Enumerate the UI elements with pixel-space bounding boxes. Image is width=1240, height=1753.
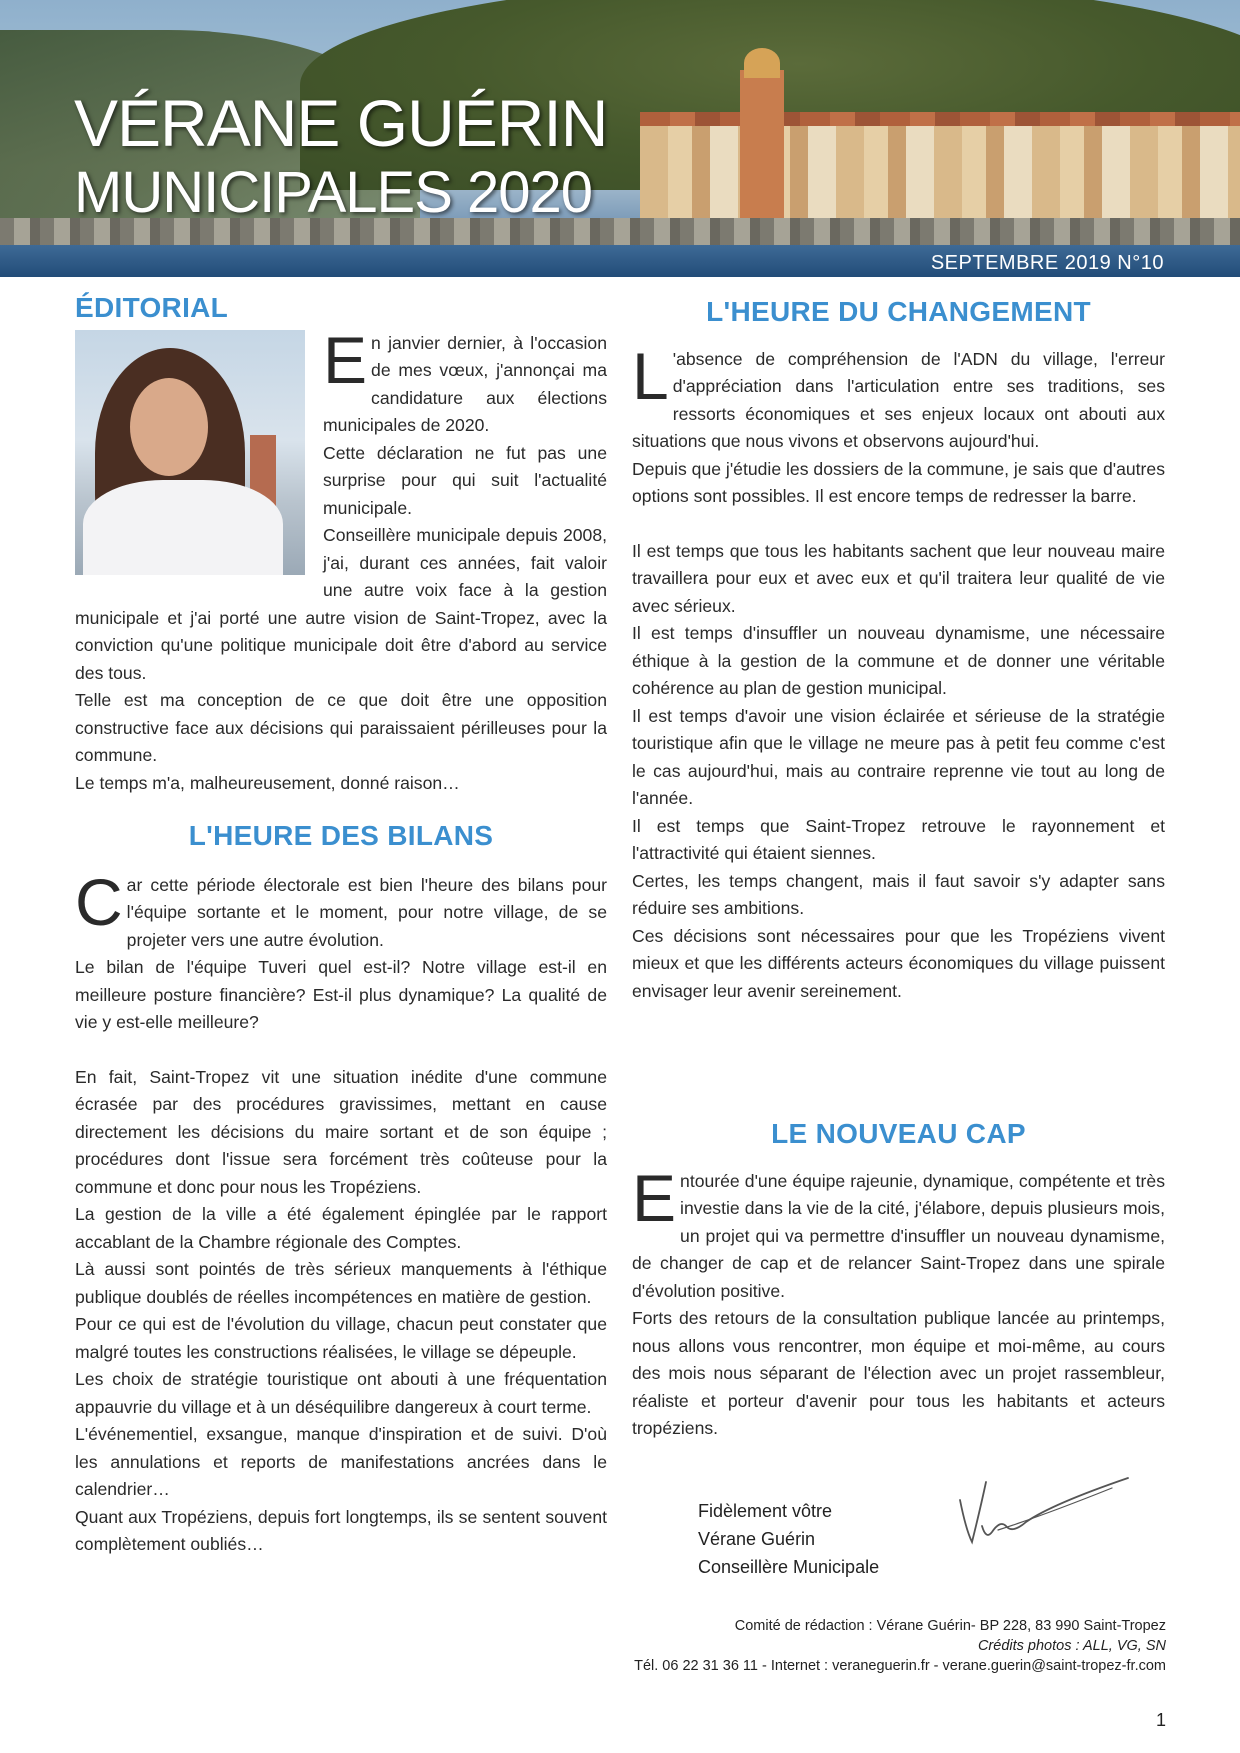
credits-block [634,1616,1166,1676]
changement-paragraph: Depuis que j'étudie les dossiers de la commune, je sais que d'autres options sont possibles. Il est encore temps de redresser la barre. [632,458,1165,506]
dropcap: E [632,1160,677,1235]
title-election: MUNICIPALES 2020 [74,160,593,225]
author-portrait [75,330,305,575]
banner-town-facades [640,120,1240,230]
banner-roofs [640,112,1240,126]
bilans-paragraph: Le bilan de l'équipe Tuveri quel est-il? Notre village est-il en meilleure posture financière? Est-il plus dynamique? La qualité de vie y est-elle meilleure? [75,957,607,1032]
editorial-paragraph: Le temps m'a, malheureusement, donné raison… [75,772,460,793]
changement-heading: L'HEURE DU CHANGEMENT [706,296,1091,327]
header-banner-photo [0,0,1240,277]
changement-paragraph: Il est temps que Saint-Tropez retrouve le rayonnement et l'attractivité qui étaient siennes. [632,815,1165,863]
changement-paragraph: L 'absence de compréhension de l'ADN du village, l'erreur d'appréciation dans l'articulation entre ses traditions, ses ressorts économiques et ses enjeux locaux ont abouti aux situations que nous vivons et observons aujourd'hui. [632,338,1165,451]
handwritten-signature [952,1470,1132,1550]
cap-paragraph: Entourée d'une équipe rajeunie, dynamique, compétente et très investie dans la vie de la cité, j'élabore, depuis plusieurs mois, un projet qui va permettre d'insuffler un nouveau dynamisme, de changer de cap et de relancer Saint-Tropez dans une spirale d'évolution positive. [632,1160,1165,1301]
editorial-paragraph: En janvier dernier, à l'occasion de mes vœux, j'annonçai ma candidature aux élections municipales de 2020. [323,322,607,435]
closing-role: Conseillère Municipale [698,1557,880,1577]
page-number: 1 [1155,1710,1166,1730]
bilans-paragraph: L'événementiel, exsangue, manque d'inspiration et de suivi. D'où les annulations et reports de manifestations ancrées dans le calendrier… [75,1424,607,1499]
changement-paragraph: Certes, les temps changent, mais il faut savoir s'y adapter sans réduire ses ambitions. [632,870,1165,918]
banner-bell-tower [740,70,784,220]
bilans-paragraph: En fait, Saint-Tropez vit une situation inédite d'une commune écrasée par des procédures gravissimes, mettant en cause directement les décisions du maire sortant et de son équipe ; procédures dont l'issue sera forcément très coûteuse pour la commune et donc pour nous les Tropéziens. [75,1066,607,1197]
cap-section [632,1120,1165,1443]
bilans-heading: L'HEURE DES BILANS [188,820,494,851]
closing-name: Vérane Guérin [698,1529,816,1549]
editorial-heading: ÉDITORIAL [75,292,229,323]
editorial-paragraph: Telle est ma conception de ce que doit être une opposition constructive face aux décisions qui paraissaient périlleuses pour la commune. [75,690,607,765]
dropcap: E [323,322,368,397]
changement-paragraph: Ces décisions sont nécessaires pour que les Tropéziens vivent mieux et que les différents acteurs économiques du village puissent envisager leur avenir sereinement. [632,925,1165,1001]
changement-section [632,298,1165,1005]
closing-salutation: Fidèlement vôtre [698,1501,833,1521]
bilans-paragraph: Pour ce qui est de l'évolution du village, chacun peut constater que malgré toutes les constructions réalisées, le village se dépeuple. [75,1314,607,1362]
editorial-paragraph: Conseillère municipale depuis 2008, j'ai, durant ces années, fait valoir une autre voix face à la gestion municipale et j'ai porté une autre vision de Saint-Tropez, avec la conviction qu'une politique municipale doit être d'abord au service des tous. [75,525,607,683]
bilans-paragraph: La gestion de la ville a été également épinglée par le rapport accablant de la Chambre régionale des Comptes. [75,1204,607,1252]
changement-paragraph: Il est temps d'avoir une vision éclairée et sérieuse de la stratégie touristique afin que le village ne meure pas à petit feu comme c'est le cas aujourd'hui, mais au contraire reprenne vie tout au long de l'année. [632,705,1165,808]
portrait-shirt [83,480,283,575]
dropcap: C [75,864,123,939]
closing-block [698,1497,879,1581]
bilans-paragraph: Car cette période électorale est bien l'heure des bilans pour l'équipe sortante et le moment, pour notre village, de se projeter vers une autre évolution. [75,864,607,950]
bilans-paragraph: Là aussi sont pointés de très sérieux manquements à l'éthique publique doublés de réelles incompétences en matière de gestion. [75,1259,607,1307]
title-name: VÉRANE GUÉRIN [74,86,608,160]
credits-contact: Tél. 06 22 31 36 11 - Internet : veraneguerin.fr - verane.guerin@saint-tropez-fr.com [634,1658,1166,1674]
changement-paragraph: Il est temps d'insuffler un nouveau dynamisme, une nécessaire éthique à la gestion de la commune et de donner une véritable cohérence au plan de gestion municipal. [632,623,1165,698]
bilans-paragraph: Les choix de stratégie touristique ont abouti à une fréquentation appauvrie du village et à un déséquilibre dangereux à court terme. [75,1369,607,1417]
cap-heading: LE NOUVEAU CAP [771,1118,1026,1149]
editorial-section [75,294,607,797]
dropcap: L [632,338,669,413]
issue-date: SEPTEMBRE 2019 N°10 [930,252,1164,274]
portrait-face [130,378,208,476]
bilans-paragraph: Quant aux Tropéziens, depuis fort longtemps, ils se sentent souvent complètement oubliés… [75,1506,607,1554]
credits-editorial-committee: Comité de rédaction : Vérane Guérin- BP 228, 83 990 Saint-Tropez [734,1618,1166,1634]
banner-bell-tower-dome [744,48,780,78]
editorial-paragraph: Cette déclaration ne fut pas une surprise pour qui suit l'actualité municipale. [323,442,607,518]
credits-photos: Crédits photos : ALL, VG, SN [977,1638,1166,1654]
cap-paragraph: Forts des retours de la consultation publique lancée au printemps, nous allons vous rencontrer, mon équipe et moi-même, au cours des mois nous séparant de l'élection avec un projet rassembleur, réaliste et porteur d'avenir pour tous les habitants et acteurs tropéziens. [632,1308,1165,1438]
bilans-section [75,822,607,1559]
changement-paragraph: Il est temps que tous les habitants sachent que leur nouveau maire travaillera pour eux et avec eux et qu'il traitera leur qualité de vie avec sérieux. [632,540,1165,616]
